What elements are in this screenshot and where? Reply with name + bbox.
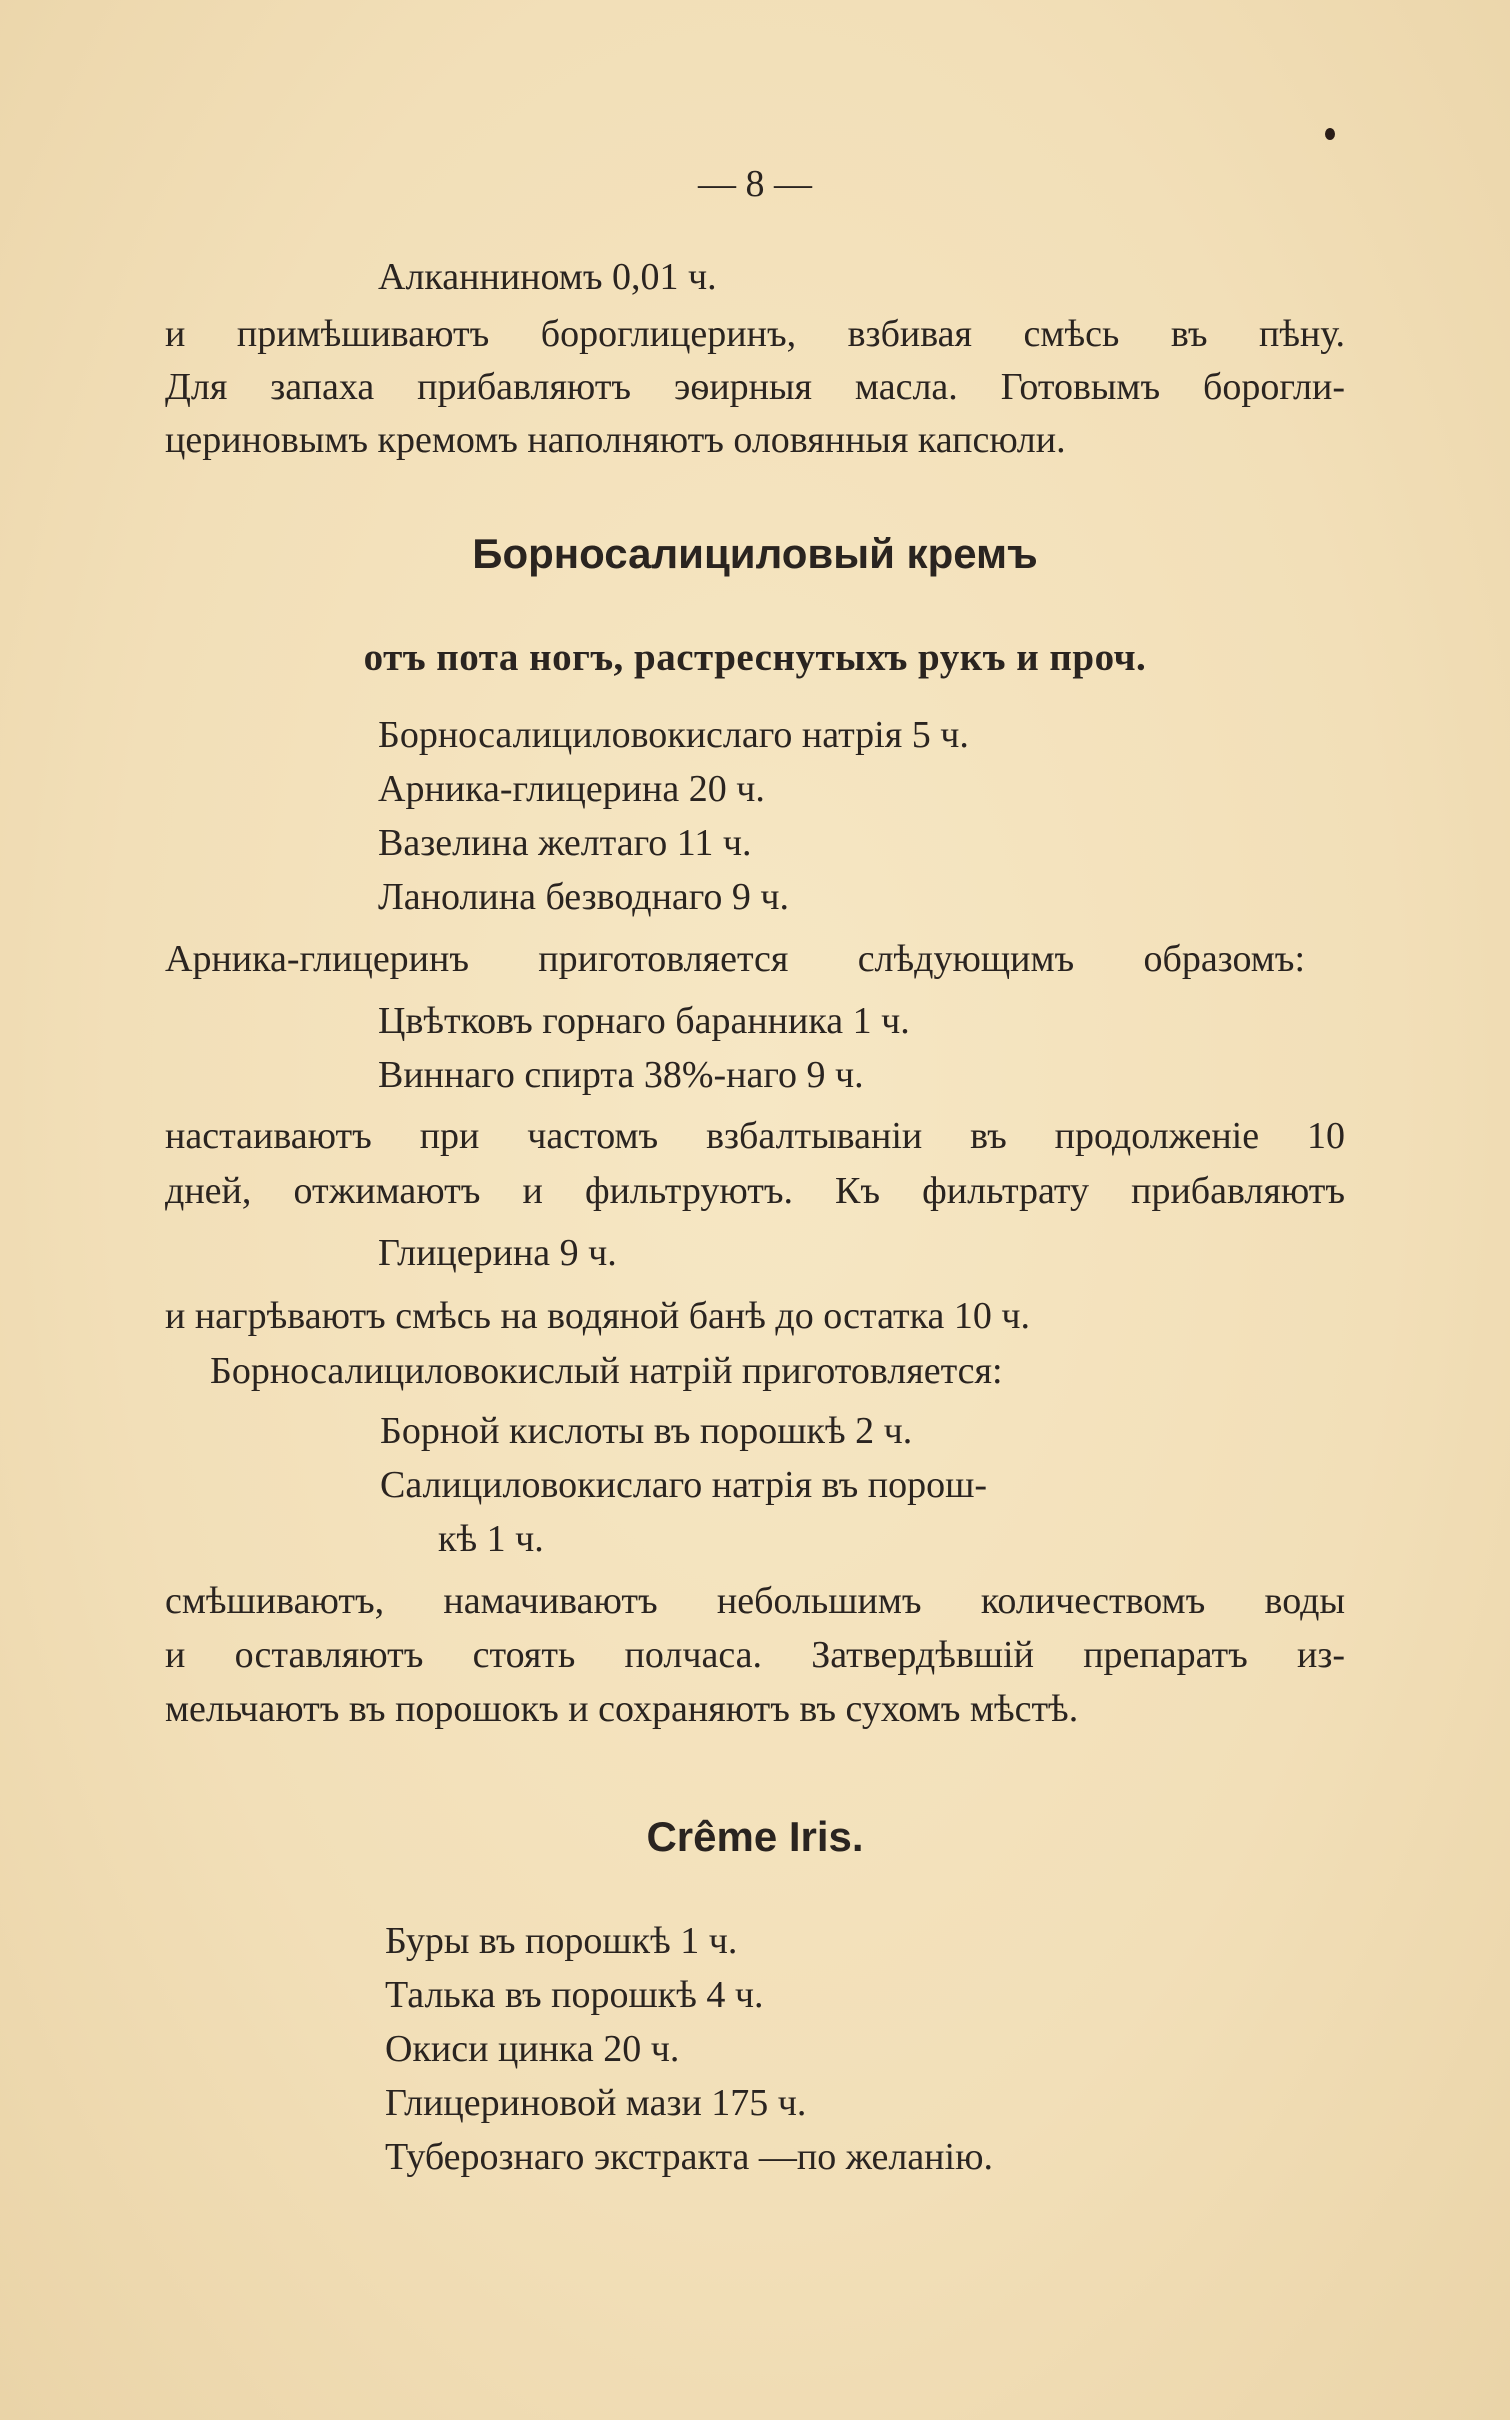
page-number: — 8 — <box>698 163 812 205</box>
section-subtitle: отъ пота ногъ, растреснутыхъ рукъ и проч. <box>363 636 1147 679</box>
ingredient-line: Окиси цинка 20 ч. <box>385 2028 680 2070</box>
step-line: и нагрѣваютъ смѣсь на водяной банѣ до остатка 10 ч. <box>165 1295 1030 1337</box>
section-title: Борносалициловый кремъ <box>472 530 1038 577</box>
section-title: Crême Iris. <box>646 1813 864 1860</box>
ingredient-line: Вазелина желтаго 11 ч. <box>378 822 752 864</box>
arnica-intro: Арника-глицеринъ приготовляется слѣдующимъ образомъ: <box>165 938 1305 980</box>
intro-paragraph-line: и примѣшиваютъ бороглицеринъ, взбивая смѣсь въ пѣну. <box>165 313 1345 355</box>
step-line: дней, отжимаютъ и фильтруютъ. Къ фильтрату прибавляютъ <box>165 1170 1345 1212</box>
ingredient-line: Салициловокислаго натрія въ порош- <box>380 1464 988 1506</box>
ingredient-line: Арника-глицерина 20 ч. <box>378 768 765 810</box>
step-line: и оставляютъ стоять полчаса. Затвердѣвшій препаратъ из- <box>165 1634 1345 1676</box>
ingredient-line: Ланолина безводнаго 9 ч. <box>378 876 790 918</box>
intro-paragraph-line: Для запаха прибавляютъ эѳирныя масла. Готовымъ борогли- <box>165 366 1345 408</box>
ingredient-line: кѣ 1 ч. <box>438 1518 544 1560</box>
step-line: мельчаютъ въ порошокъ и сохраняютъ въ сухомъ мѣстѣ. <box>165 1688 1079 1730</box>
ingredient-line: Туберознаго экстракта —по желанію. <box>385 2136 993 2178</box>
ingredient-line: Цвѣтковъ горнаго баранника 1 ч. <box>378 1000 910 1042</box>
intro-paragraph-line: цериновымъ кремомъ наполняютъ оловянныя капсюли. <box>165 419 1066 461</box>
ingredient-line: Талька въ порошкѣ 4 ч. <box>385 1974 764 2016</box>
ink-speck <box>1325 128 1335 140</box>
ingredient-line: Буры въ порошкѣ 1 ч. <box>385 1920 738 1962</box>
ingredient-line: Борной кислоты въ порошкѣ 2 ч. <box>380 1410 913 1452</box>
ingredient-line: Виннаго спирта 38%-наго 9 ч. <box>378 1054 864 1096</box>
step-line: настаиваютъ при частомъ взбалтываніи въ продолженіе 10 <box>165 1115 1345 1157</box>
ingredient-line: Глицериновой мази 175 ч. <box>385 2082 807 2124</box>
ingredient-line: Глицерина 9 ч. <box>378 1232 617 1274</box>
salt-intro: Борносалициловокислый натрій приготовляется: <box>210 1350 1003 1392</box>
intro-ingredient: Алканниномъ 0,01 ч. <box>378 256 717 298</box>
step-line: смѣшиваютъ, намачиваютъ небольшимъ количествомъ воды <box>165 1580 1345 1622</box>
ingredient-line: Борносалициловокислаго натрія 5 ч. <box>378 714 969 756</box>
